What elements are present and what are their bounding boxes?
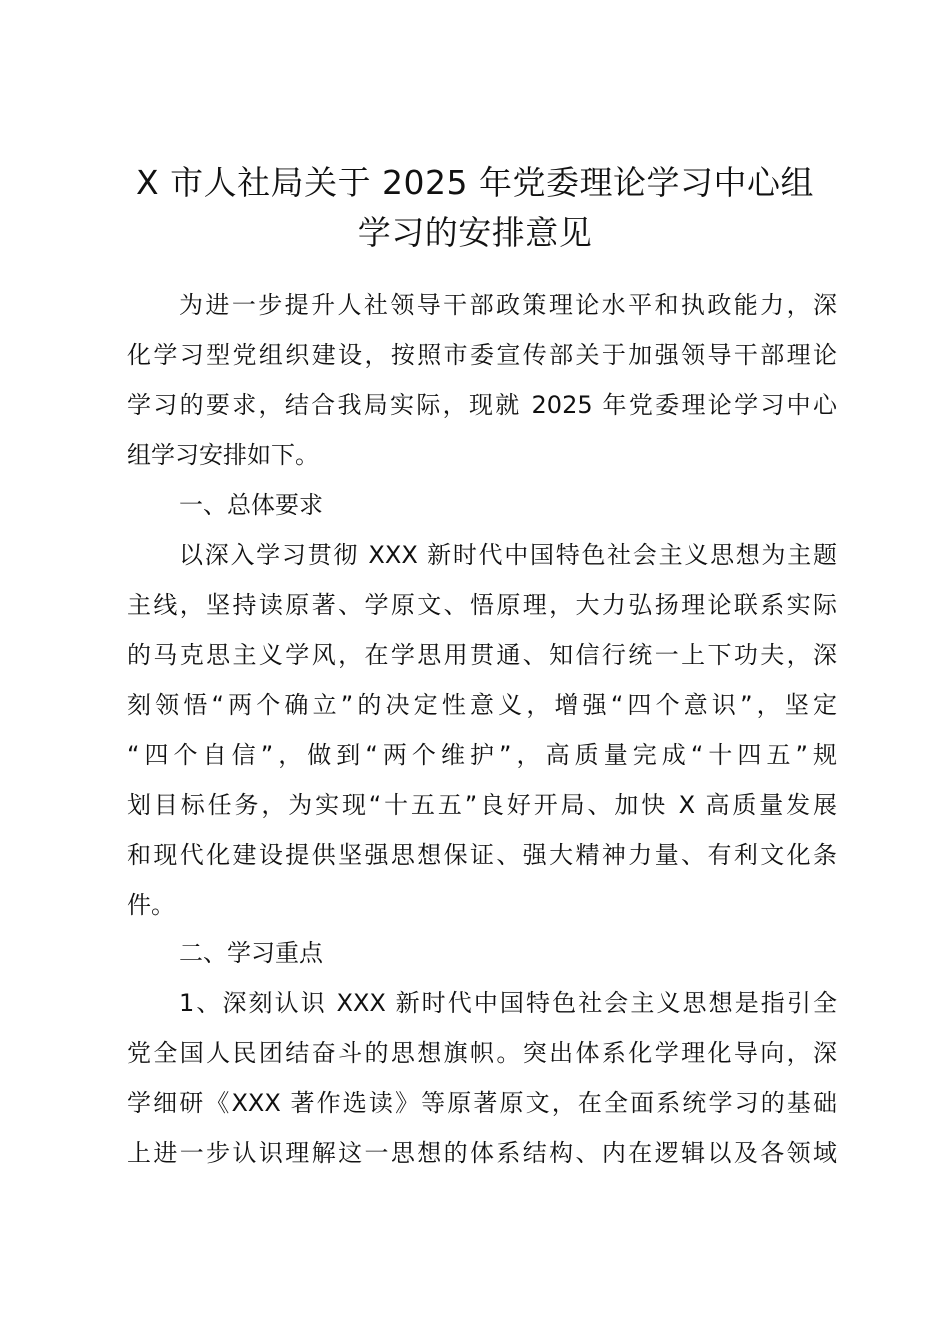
text-line: 学细研《XXX 著作选读》等原著原文，在全面系统学习的基础 xyxy=(127,1089,837,1117)
text-line: 和现代化建设提供坚强思想保证、强大精神力量、有利文化条 xyxy=(127,841,837,869)
text-line: 主线，坚持读原著、学原文、悟原理，大力弘扬理论联系实际 xyxy=(127,591,837,619)
text-line: 学习的要求，结合我局实际，现就 2025 年党委理论学习中心 xyxy=(127,391,837,419)
title-line-2: 学习的安排意见 xyxy=(357,213,593,252)
text-line: 的马克思主义学风，在学思用贯通、知信行统一上下功夫，深 xyxy=(127,641,837,669)
text-line: 1、深刻认识 XXX 新时代中国特色社会主义思想是指引全 xyxy=(179,989,837,1017)
section-heading-study-focus: 二、学习重点 xyxy=(179,939,323,967)
text-line: 组学习安排如下。 xyxy=(127,441,319,469)
text-line: 化学习型党组织建设，按照市委宣传部关于加强领导干部理论 xyxy=(127,341,837,369)
text-line: 刻领悟“两个确立”的决定性意义，增强“四个意识”，坚定 xyxy=(127,691,837,719)
intro-paragraph xyxy=(127,280,837,480)
text-line: 上进一步认识理解这一思想的体系结构、内在逻辑以及各领域 xyxy=(127,1139,837,1167)
text-line: 划目标任务，为实现“十五五”良好开局、加快 X 高质量发展 xyxy=(127,791,837,819)
title-line-1: X 市人社局关于 2025 年党委理论学习中心组 xyxy=(135,163,815,202)
text-line: 件。 xyxy=(127,891,175,919)
section1-paragraph xyxy=(127,530,837,930)
text-line: “四个自信”，做到“两个维护”，高质量完成“十四五”规 xyxy=(127,741,837,769)
section-heading-overall-requirements: 一、总体要求 xyxy=(179,491,323,519)
text-line: 党全国人民团结奋斗的思想旗帜。突出体系化学理化导向，深 xyxy=(127,1039,837,1067)
text-line: 以深入学习贯彻 XXX 新时代中国特色社会主义思想为主题 xyxy=(179,541,837,569)
text-line: 为进一步提升人社领导干部政策理论水平和执政能力，深 xyxy=(179,291,837,319)
document-title xyxy=(110,158,840,258)
section2-paragraph xyxy=(127,978,837,1178)
